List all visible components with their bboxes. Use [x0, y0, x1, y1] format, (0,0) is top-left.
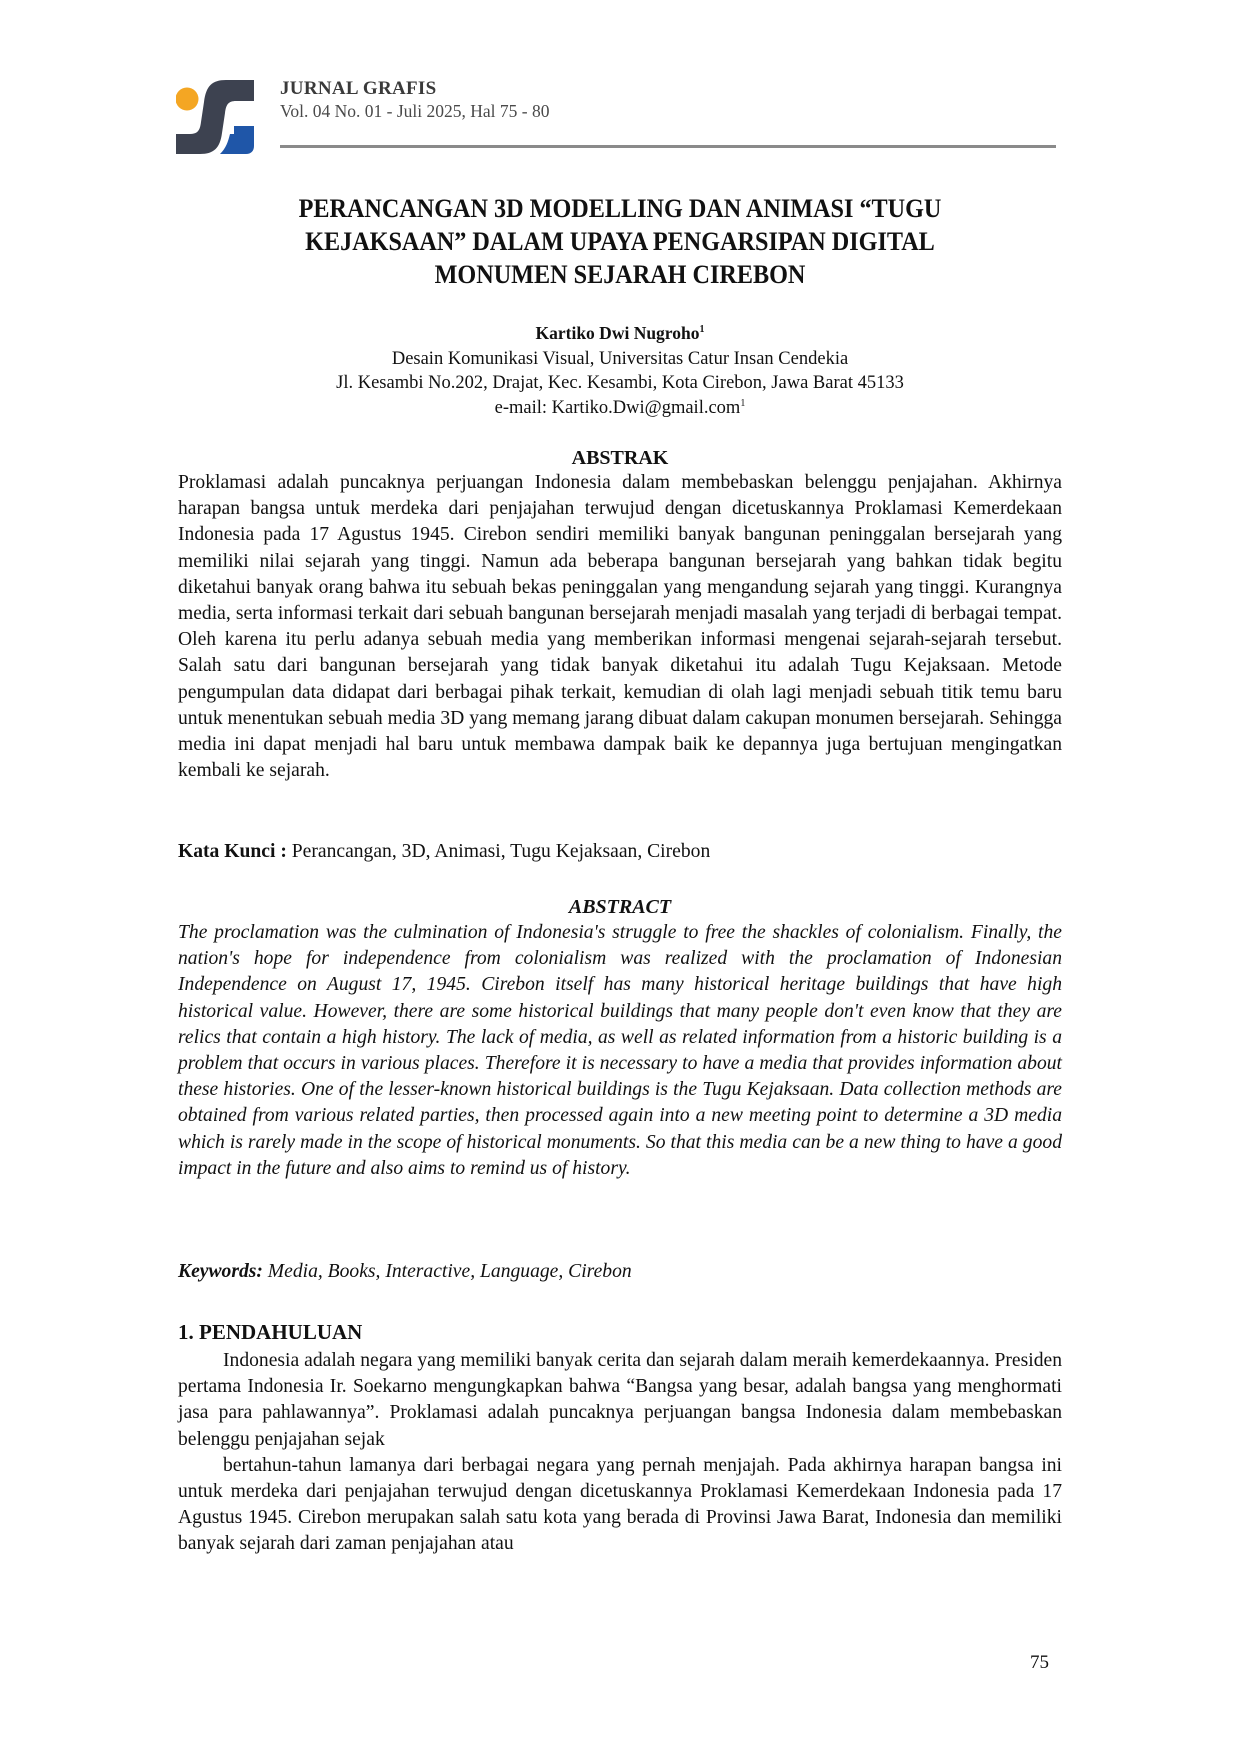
- journal-logo-icon: [176, 76, 254, 154]
- abstrak-body: Proklamasi adalah puncaknya perjuangan Indonesia dalam membebaskan belenggu penjajahan. Akhirnya harapan bangsa untuk merdeka dari penjajahan terwujud dengan dicetuskannya Proklamasi Kemerdekaan Indonesia pada 17 Agustus 1945. Cirebon sendiri memiliki banyak bangunan peninggalan bersejarah yang memiliki nilai sejarah yang tinggi. Namun ada beberapa bangunan bersejarah yang bahkan tidak begitu diketahui banyak orang bahwa itu sebuah bekas peninggalan yang mengandung sejarah yang tinggi. Kurangnya media, serta informasi terkait dari sebuah bangunan bersejarah menjadi masalah yang terjadi di berbagai tempat. Oleh karena itu perlu adanya sebuah media yang memberikan informasi mengenai sejarah-sejarah tersebut. Salah satu dari bangunan bersejarah yang tidak banyak diketahui itu adalah Tugu Kejaksaan. Metode pengumpulan data didapat dari berbagai pihak terkait, kemudian di olah lagi menjadi sebuah titik temu baru untuk menentukan sebuah media 3D yang memang jarang dibuat dalam cakupan monumen bersejarah. Sehingga media ini dapat menjadi hal baru untuk membawa dampak baik ke depannya juga bertujuan mengingatkan kembali ke sejarah.: [178, 472, 1062, 782]
- paper-title: [211, 192, 1029, 291]
- keywords: Keywords: Media, Books, Interactive, Language, Cirebon: [178, 1261, 632, 1282]
- author-address: Jl. Kesambi No.202, Drajat, Kec. Kesambi, Kota Cirebon, Jawa Barat 45133: [336, 373, 904, 393]
- title-line: MONUMEN SEJARAH CIREBON: [434, 260, 806, 289]
- title-line: PERANCANGAN 3D MODELLING DAN ANIMASI “TUGU: [298, 194, 942, 223]
- journal-name: JURNAL GRAFIS: [280, 78, 437, 99]
- author-affiliation: Desain Komunikasi Visual, Universitas Catur Insan Cendekia: [391, 349, 849, 369]
- kata-kunci: Kata Kunci : Perancangan, 3D, Animasi, Tugu Kejaksaan, Cirebon: [178, 841, 711, 862]
- abstract-body: The proclamation was the culmination of Indonesia's struggle to free the shackles of colonialism. Finally, the nation's hope for independence from colonialism was realized with the proclamation of Indonesian Independence on August 17, 1945. Cirebon itself has many historical heritage buildings that have high historical value. However, there are some historical buildings that many people don't even know that they are relics that contain a high history. The lack of media, as well as related information from a historic building is a problem that occurs in various places. Therefore it is necessary to have a media that provides information about these histories. One of the lesser-known historical buildings is the Tugu Kejaksaan. Data collection methods are obtained from various related parties, then processed again into a new meeting point to determine a 3D media which is rarely made in the scope of historical monuments. So that this media can be a new thing to have a good impact in the future and also aims to remind us of history.: [178, 922, 1062, 1179]
- journal-volume-info: Vol. 04 No. 01 - Juli 2025, Hal 75 - 80: [280, 101, 550, 121]
- title-line: KEJAKSAAN” DALAM UPAYA PENGARSIPAN DIGITAL: [305, 227, 935, 256]
- journal-header: [176, 74, 1056, 154]
- paragraph: bertahun-tahun lamanya dari berbagai negara yang pernah menjajah. Pada akhirnya harapan bangsa ini untuk merdeka dari penjajahan terwujud dengan dicetuskannya Proklamasi Kemerdekaan Indonesia pada 17 Agustus 1945. Cirebon merupakan salah satu kota yang berada di Provinsi Jawa Barat, Indonesia dan memiliki banyak sejarah dari zaman penjajahan atau: [178, 1454, 1062, 1555]
- abstract-heading: ABSTRACT: [568, 896, 672, 918]
- logo-blue-corner: [220, 126, 254, 154]
- author-email: e-mail: Kartiko.Dwi@gmail.com$^1$: [494, 398, 746, 418]
- header-divider: [280, 145, 1056, 148]
- page-number: 75: [1030, 1652, 1049, 1673]
- paragraph: Indonesia adalah negara yang memiliki banyak cerita dan sejarah dalam meraih kemerdekaannya. Presiden pertama Indonesia Ir. Soekarno mengungkapkan bahwa “Bangsa yang besar, adalah bangsa yang menghormati jasa para pahlawannya”. Proklamasi adalah puncaknya perjuangan bangsa Indonesia dalam membebaskan belenggu penjajahan sejak: [178, 1350, 1062, 1450]
- section-heading-pendahuluan: 1. PENDAHULUAN: [178, 1320, 363, 1344]
- logo-dot: [176, 88, 199, 111]
- author-name: Kartiko Dwi Nugroho$^1$: [535, 323, 705, 343]
- section-pendahuluan-body: [178, 1348, 1062, 1558]
- abstrak-heading: ABSTRAK: [571, 447, 669, 469]
